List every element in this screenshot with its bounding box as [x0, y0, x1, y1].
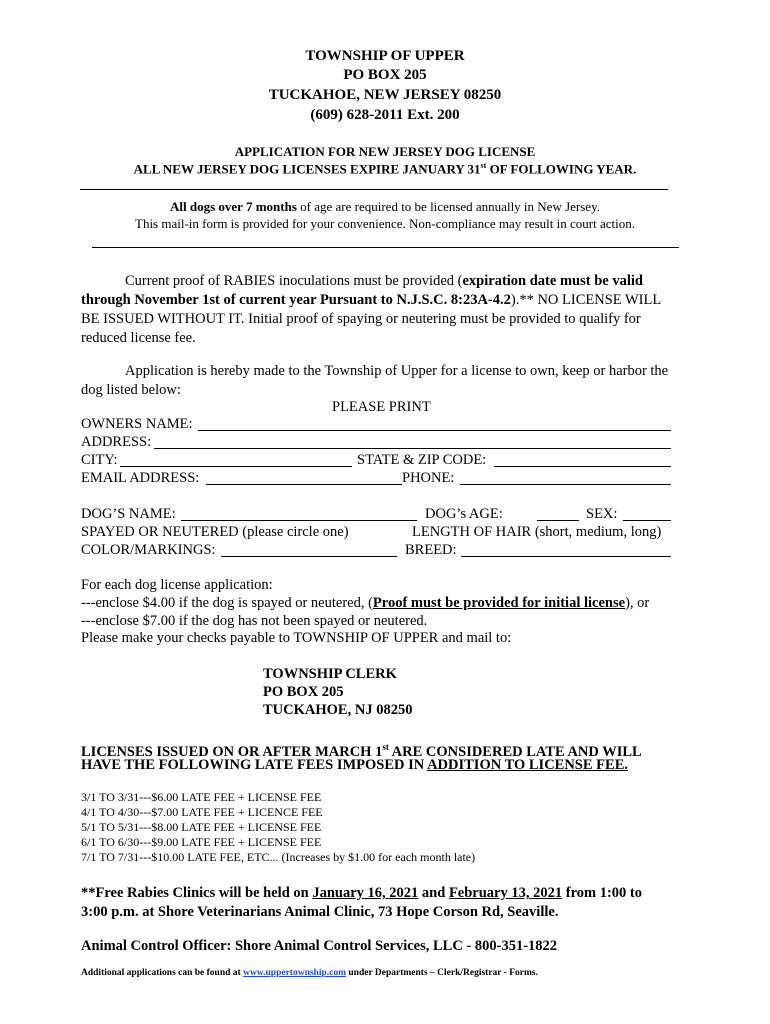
late-fee-row: 7/1 TO 7/31---$10.00 LATE FEE, ETC... (Increases by $1.00 for each month late) — [81, 850, 476, 864]
please-print: PLEASE PRINT — [332, 399, 431, 415]
footer-pre: Additional applications can be found at — [81, 968, 244, 978]
owners-name-field[interactable] — [198, 416, 671, 431]
header-township: TOWNSHIP OF UPPER — [305, 48, 465, 64]
expire-notice — [0, 161, 770, 177]
city-field[interactable] — [120, 452, 352, 467]
footer-post: under Departments – Clerk/Registrar - Forms. — [346, 968, 539, 978]
addition-to-license-fee: ADDITION TO LICENSE FEE. — [427, 757, 628, 773]
mail-to-pobox: PO BOX 205 — [263, 684, 344, 700]
fee-spayed-pre: ---enclose $4.00 if the dog is spayed or neutered, ( — [81, 595, 373, 611]
spayed-neutered-label[interactable]: SPAYED OR NEUTERED (please circle one) — [81, 524, 349, 540]
address-field[interactable] — [154, 434, 671, 449]
clinic-post: from 1:00 to — [562, 885, 642, 901]
phone-field[interactable] — [460, 470, 671, 485]
fee-unspayed-line: ---enclose $7.00 if the dog has not been spayed or neutered. — [81, 613, 428, 629]
state-zip-field[interactable] — [494, 452, 671, 467]
breed-label: BREED: — [405, 542, 457, 558]
divider-bottom — [92, 247, 679, 248]
color-markings-label: COLOR/MARKINGS: — [81, 542, 216, 558]
animal-control-officer: Animal Control Officer: Shore Animal Control Services, LLC - 800-351-1822 — [81, 938, 558, 954]
rabies-text-1: Current proof of RABIES inoculations must be provided ( — [125, 273, 463, 289]
late-notice-sup: st — [382, 742, 389, 752]
dogs-age-field[interactable] — [537, 506, 579, 521]
late-notice-pre: LICENSES ISSUED ON OR AFTER MARCH 1 — [81, 743, 383, 760]
application-paragraph — [81, 362, 681, 400]
clinic-and: and — [418, 885, 449, 901]
dogs-name-label: DOG’S NAME: — [81, 506, 176, 522]
late-fee-row: 5/1 TO 5/31---$8.00 LATE FEE + LICENSE FEE — [81, 820, 322, 834]
owners-name-label: OWNERS NAME: — [81, 416, 193, 432]
notice-line1 — [0, 199, 770, 215]
late-fee-row: 6/1 TO 6/30---$9.00 LATE FEE + LICENSE FEE — [81, 835, 322, 849]
divider-top — [80, 189, 668, 190]
state-zip-label: STATE & ZIP CODE: — [357, 452, 487, 468]
rabies-bold: expiration date must be valid through November 1st of current year Pursuant to N.J.S.C. 8:23A-4.2 — [81, 273, 643, 308]
notice-bold: All dogs over 7 months — [170, 199, 297, 214]
fee-spayed-line — [81, 594, 649, 612]
header-city: TUCKAHOE, NEW JERSEY 08250 — [268, 87, 502, 103]
rabies-paragraph — [81, 272, 681, 348]
sex-label: SEX: — [586, 506, 618, 522]
header-phone: (609) 628-2011 Ext. 200 — [310, 107, 460, 123]
fee-spayed-post: ), or — [625, 595, 650, 611]
city-label: CITY: — [81, 452, 118, 468]
clinic-pre: **Free Rabies Clinics will be held on — [81, 885, 313, 901]
email-field[interactable] — [206, 470, 402, 485]
fees-intro: For each dog license application: — [81, 577, 273, 593]
phone-label: PHONE: — [402, 470, 455, 486]
mail-to-city: TUCKAHOE, NJ 08250 — [263, 702, 413, 718]
sex-field[interactable] — [623, 506, 671, 521]
mail-to-clerk: TOWNSHIP CLERK — [263, 666, 397, 682]
dogs-age-label: DOG’s AGE: — [425, 506, 503, 522]
expire-notice-post: OF FOLLOWING YEAR. — [486, 161, 637, 177]
form-title: APPLICATION FOR NEW JERSEY DOG LICENSE — [234, 144, 536, 159]
expire-notice-pre: ALL NEW JERSEY DOG LICENSES EXPIRE JANUARY 31 — [133, 161, 481, 177]
dogs-name-field[interactable] — [181, 506, 417, 521]
expire-notice-sup: st — [480, 161, 487, 170]
address-label: ADDRESS: — [81, 434, 152, 450]
proof-required: Proof must be provided for initial license — [372, 595, 626, 611]
notice-rest: of age are required to be licensed annually in New Jersey. — [296, 199, 600, 214]
late-notice-line2-pre: HAVE THE FOLLOWING LATE FEES IMPOSED IN — [81, 757, 428, 773]
email-label: EMAIL ADDRESS: — [81, 470, 200, 486]
late-notice-post: ARE CONSIDERED LATE AND WILL — [388, 743, 642, 760]
application-text: Application is hereby made to the Township of Upper for a license to own, keep or harbor the dog listed below: — [81, 363, 669, 398]
breed-field[interactable] — [461, 542, 671, 557]
header-pobox: PO BOX 205 — [343, 67, 427, 83]
hair-length-label[interactable]: LENGTH OF HAIR (short, medium, long) — [412, 524, 662, 540]
notice-line2: This mail-in form is provided for your convenience. Non-compliance may result in court action. — [135, 216, 635, 231]
clinic-date-1: January 16, 2021 — [312, 885, 419, 901]
late-fee-row: 3/1 TO 3/31---$6.00 LATE FEE + LICENSE FEE — [81, 790, 322, 804]
footer-note — [81, 968, 538, 978]
rabies-clinic-line2: 3:00 p.m. at Shore Veterinarians Animal Clinic, 73 Hope Corson Rd, Seaville. — [81, 904, 559, 920]
township-website-link[interactable]: www.uppertownship.com — [243, 968, 347, 978]
late-notice-line1 — [81, 738, 642, 760]
rabies-clinic-line1 — [81, 884, 642, 902]
late-fee-row: 4/1 TO 4/30---$7.00 LATE FEE + LICENCE FEE — [81, 805, 323, 819]
late-notice-line2 — [81, 756, 628, 774]
checks-payable-line: Please make your checks payable to TOWNSHIP OF UPPER and mail to: — [81, 630, 512, 646]
clinic-date-2: February 13, 2021 — [448, 885, 563, 901]
rabies-text-2: ).** NO LICENSE WILL BE ISSUED WITHOUT IT. Initial proof of spaying or neutering must be provided to qualify for reduced license fee. — [81, 292, 661, 346]
color-markings-field[interactable] — [221, 542, 397, 557]
